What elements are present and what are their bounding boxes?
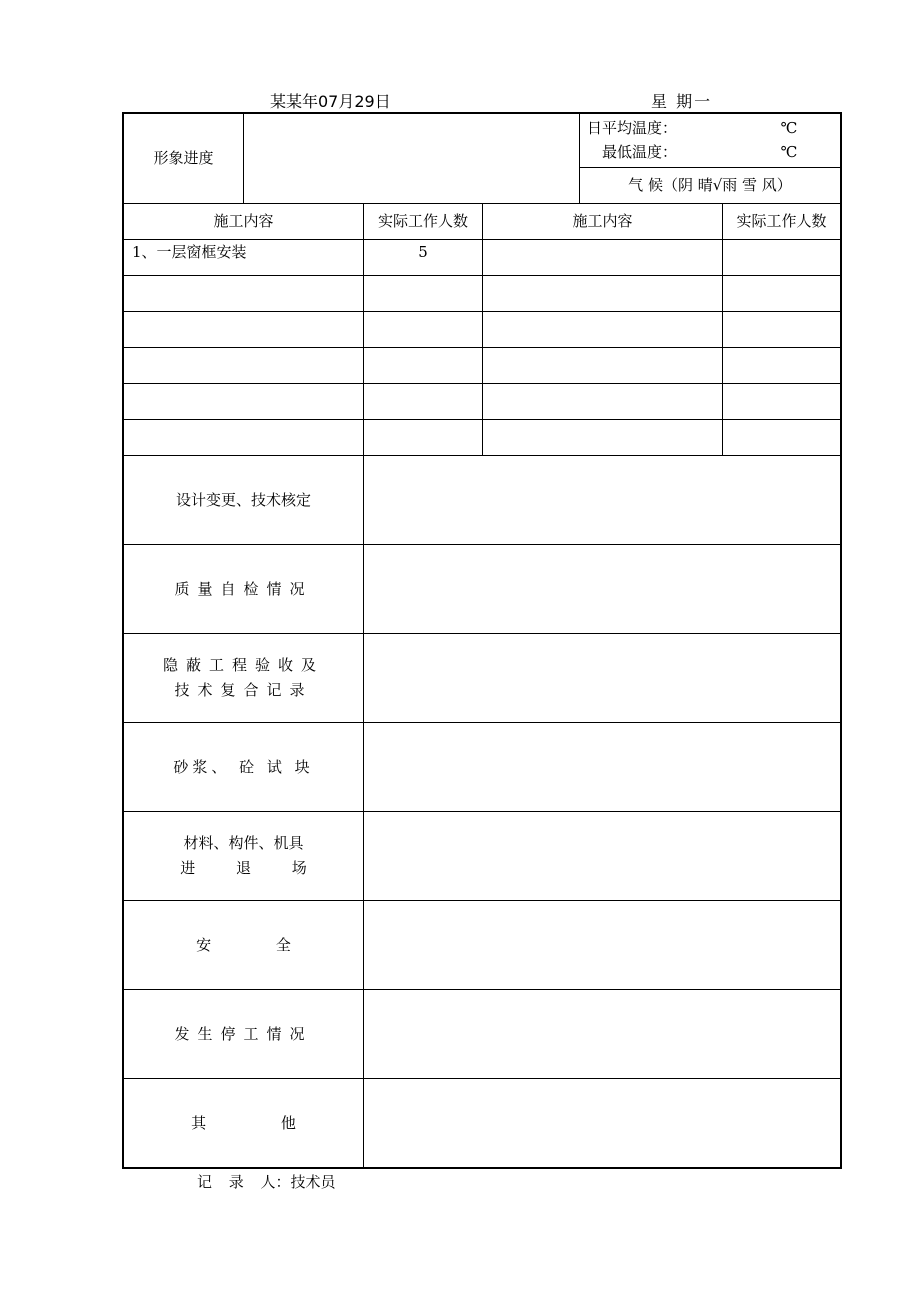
section-design-change: 设计变更、技术核定 [175,490,311,509]
section-materials-line2: 进 退 场 [180,859,307,877]
min-temp-unit: ℃ [780,143,798,161]
weather-options: 气 候（阴 晴√雨 雪 风） [628,176,792,194]
section-hidden-work-line1: 隐蔽工程验收及 [162,656,324,674]
header-work-content: 施工内容 [213,212,274,230]
weekday: 星 期一 [651,92,713,111]
row1-count: 5 [418,242,428,261]
progress-label: 形象进度 [153,149,214,167]
log-table [122,112,842,1169]
section-materials-line1: 材料、构件、机具 [183,834,304,852]
avg-temp-unit: ℃ [780,119,798,137]
progress-field[interactable] [244,114,579,203]
section-safety: 安 全 [196,935,291,954]
recorder-value: 技术员 [290,1173,336,1191]
section-hidden-work [124,634,363,722]
recorder [197,1171,336,1192]
section-materials [124,812,363,900]
row1-content: 1、一层窗框安装 [132,242,247,261]
avg-temp-label: 日平均温度： [587,119,678,137]
section-other: 其 他 [191,1113,296,1132]
header-work-content-2: 施工内容 [572,212,633,230]
section-hidden-work-line2: 技术复合记录 [174,681,313,699]
section-work-stoppage: 发生停工情况 [174,1024,313,1043]
min-temp-label: 最低温度： [602,143,678,161]
section-mortar-test: 砂浆、 砼 试 块 [173,757,314,776]
header-worker-count: 实际工作人数 [377,212,468,230]
section-quality-check: 质量自检情况 [174,579,313,598]
log-date: 某某年07月29日 [270,92,391,111]
recorder-label: 记 录 人： [197,1173,291,1191]
header-worker-count-2: 实际工作人数 [736,212,827,230]
